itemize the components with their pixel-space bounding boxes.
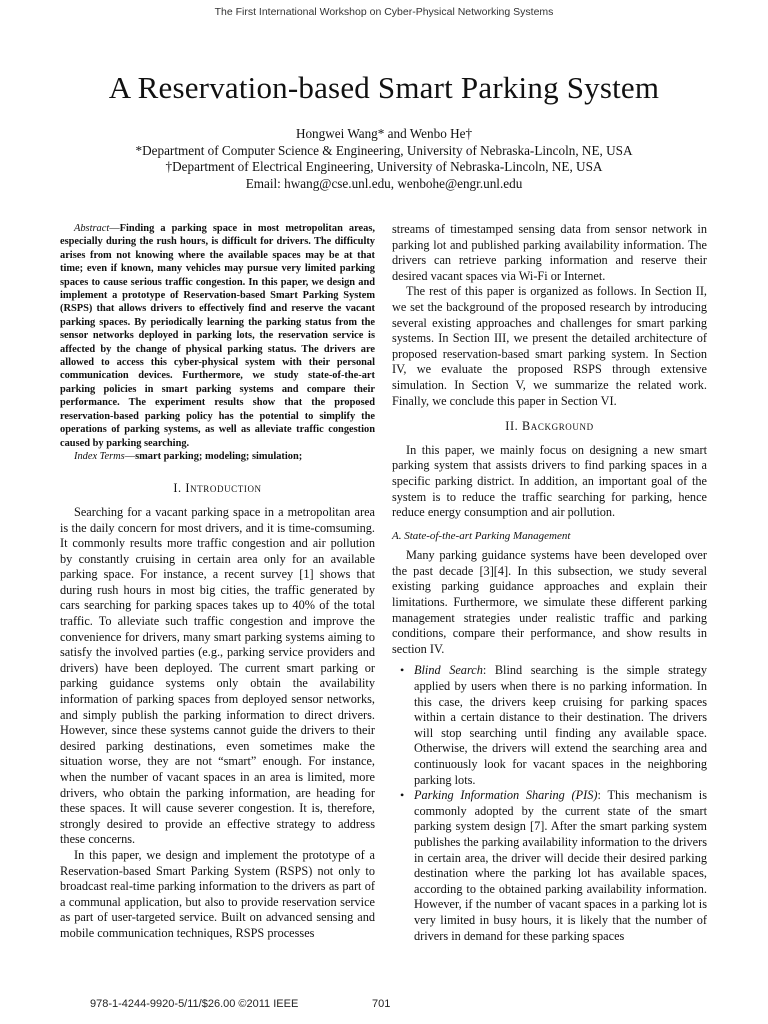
footer-isbn: 978-1-4244-9920-5/11/$26.00 ©2011 IEEE	[90, 998, 299, 1010]
intro-paragraph-2: In this paper, we design and implement the prototype of a Reservation-based Smart Parking System (RSPS) not only to broadcast real-time parking information to the drivers as part of a communal application, but also to provide reservation service as part of user-targeted service. Built on advanced sensing and mobile communication techniques, RSPS processes	[60, 847, 375, 940]
index-terms	[60, 450, 375, 463]
bullet-text-pis: : This mechanism is commonly adopted by the current state of the smart parking system design [7]. After the smart parking system publishes the parking availability information to the drivers in certain area, the driver will decide their desired parking destination where the parking lot has available spaces, according to the obtained parking availability information. However, if the number of vacant spaces in a parking lot is very limited in busy hours, it is likely that the number of drivers in demand for these parking spaces	[414, 788, 707, 943]
section-heading-background: II. Background	[505, 419, 594, 434]
left-column	[60, 222, 375, 942]
strategy-list	[392, 663, 707, 944]
paper-title: A Reservation-based Smart Parking System	[108, 70, 660, 105]
intro-paragraph-1: Searching for a vacant parking space in a metropolitan area is the daily concern for most drivers, and it is time-comsuming. It commonly results more traffic congestion and air pollution by constantly cruising in certain area only for an available parking space. For instance, a recent survey [1] shows that during rush hours in most big cities, the traffic generated by cars searching for parking spaces takes up to 40% of the total traffic. To alleviate such traffic congestion and improve the convenience for drivers, many smart parking systems aiming to satisfy the involved parties (e.g., parking service providers and drivers) have been deployed. The current smart parking or parking guidance systems only obtain the availability information of parking spaces from deployed sensor networks, and simply publish the parking information to direct drivers. However, since these systems cannot guide the drivers to their desired parking destinations, even sometimes make the situation worse, they are not “smart” enough. For instance, when the number of vacant spaces in an area is limited, more drivers, who obtain the parking information, are heading for these spaces. It will cause severer congestion. It is, therefore, strongly desired to provide an effective strategy to address these concerns.	[60, 504, 375, 847]
abstract-dash: —	[109, 223, 120, 234]
author-affiliation-2: †Department of Electrical Engineering, University of Nebraska-Lincoln, NE, USA	[165, 159, 603, 174]
right-paragraph-1: streams of timestamped sensing data from sensor network in parking lot and published parking availability information. The drivers can retrieve parking information and reserve their desired vacant spaces via Wi-Fi or Internet.	[392, 222, 707, 283]
conference-header: The First International Workshop on Cyber-Physical Networking Systems	[214, 6, 554, 18]
bullet-term-pis: Parking Information Sharing (PIS)	[414, 788, 598, 803]
right-column	[392, 222, 707, 944]
abstract-label: Abstract	[74, 223, 110, 234]
subsection-paragraph-1: Many parking guidance systems have been developed over the past decade [3][4]. In this subsection, we study several existing parking guidance approaches and explain their limitations. Furthermore, we simulate these different parking management strategies under realistic traffic and parking conditions, compare their performance, and show results in section IV.	[392, 548, 707, 656]
abstract-text: Finding a parking space in most metropolitan areas, especially during the rush hours, is difficult for drivers. The difficulty arises from not knowing where the available spaces may be at that time; even if known, many vehicles may pursue very limited parking spaces to cause serious traffic congestion. In this paper, we design and implement a prototype of Reservation-based Smart Parking System (RSPS) that allows drivers to effectively find and reserve the vacant parking spaces. By periodically learning the parking status from the sensor networks deployed in parking lots, the reservation service is affected by the change of physical parking status. The drivers are allowed to access this cyber-physical system with their personal communication devices. Furthermore, we study state-of-the-art parking policies in smart parking systems and compare their performance. The experiment results show that the proposed reservation-based parking policy has the potential to simplify the operations of parking systems, as well as alleviate traffic congestion caused by parking searching.	[60, 223, 375, 449]
index-terms-text: smart parking; modeling; simulation;	[135, 450, 303, 462]
list-item	[392, 663, 707, 788]
author-names: Hongwei Wang* and Wenbo He†	[295, 126, 473, 141]
author-email: Email: hwang@cse.unl.edu, wenbohe@engr.unl.edu	[245, 175, 523, 191]
index-terms-label: Index Terms	[74, 450, 125, 462]
author-affiliation-1: *Department of Computer Science & Engineering, University of Nebraska-Lincoln, NE, USA	[135, 142, 633, 158]
section-heading-introduction: I. Introduction	[173, 481, 262, 496]
list-item	[392, 788, 707, 944]
abstract	[60, 222, 375, 450]
author-block	[0, 126, 768, 192]
background-paragraph-1: In this paper, we mainly focus on designing a new smart parking system that assists drivers to find parking spaces in a specific parking district. In addition, an important goal of the system is to reduce the traffic searching for parking, hence reduce energy consumption and air pollution.	[392, 442, 707, 520]
index-terms-dash: —	[124, 450, 136, 462]
right-paragraph-2: The rest of this paper is organized as follows. In Section II, we set the background of the proposed research by introducing several existing approaches and challenges for smart parking systems. In Section III, we present the detailed architecture of proposed reservation-based smart parking system. In Section IV, we evaluate the proposed RSPS through extensive simulation. In Section V, we summarize the related work. Finally, we conclude this paper in Section VI.	[392, 284, 707, 408]
subsection-heading-state-of-the-art: A. State-of-the-art Parking Management	[392, 529, 571, 542]
bullet-text-blind-search: : Blind searching is the simple strategy applied by users when there is no parking information. In this case, the drivers keep cruising for parking spaces within a certain distance to their destination. The drivers will stop searching until finding any available space. Otherwise, the drivers will extend the searching area and continuously look for vacant spaces in the neighboring parking lots.	[414, 663, 707, 787]
footer-page-number: 701	[372, 998, 391, 1010]
bullet-term-blind-search: Blind Search	[414, 663, 483, 678]
